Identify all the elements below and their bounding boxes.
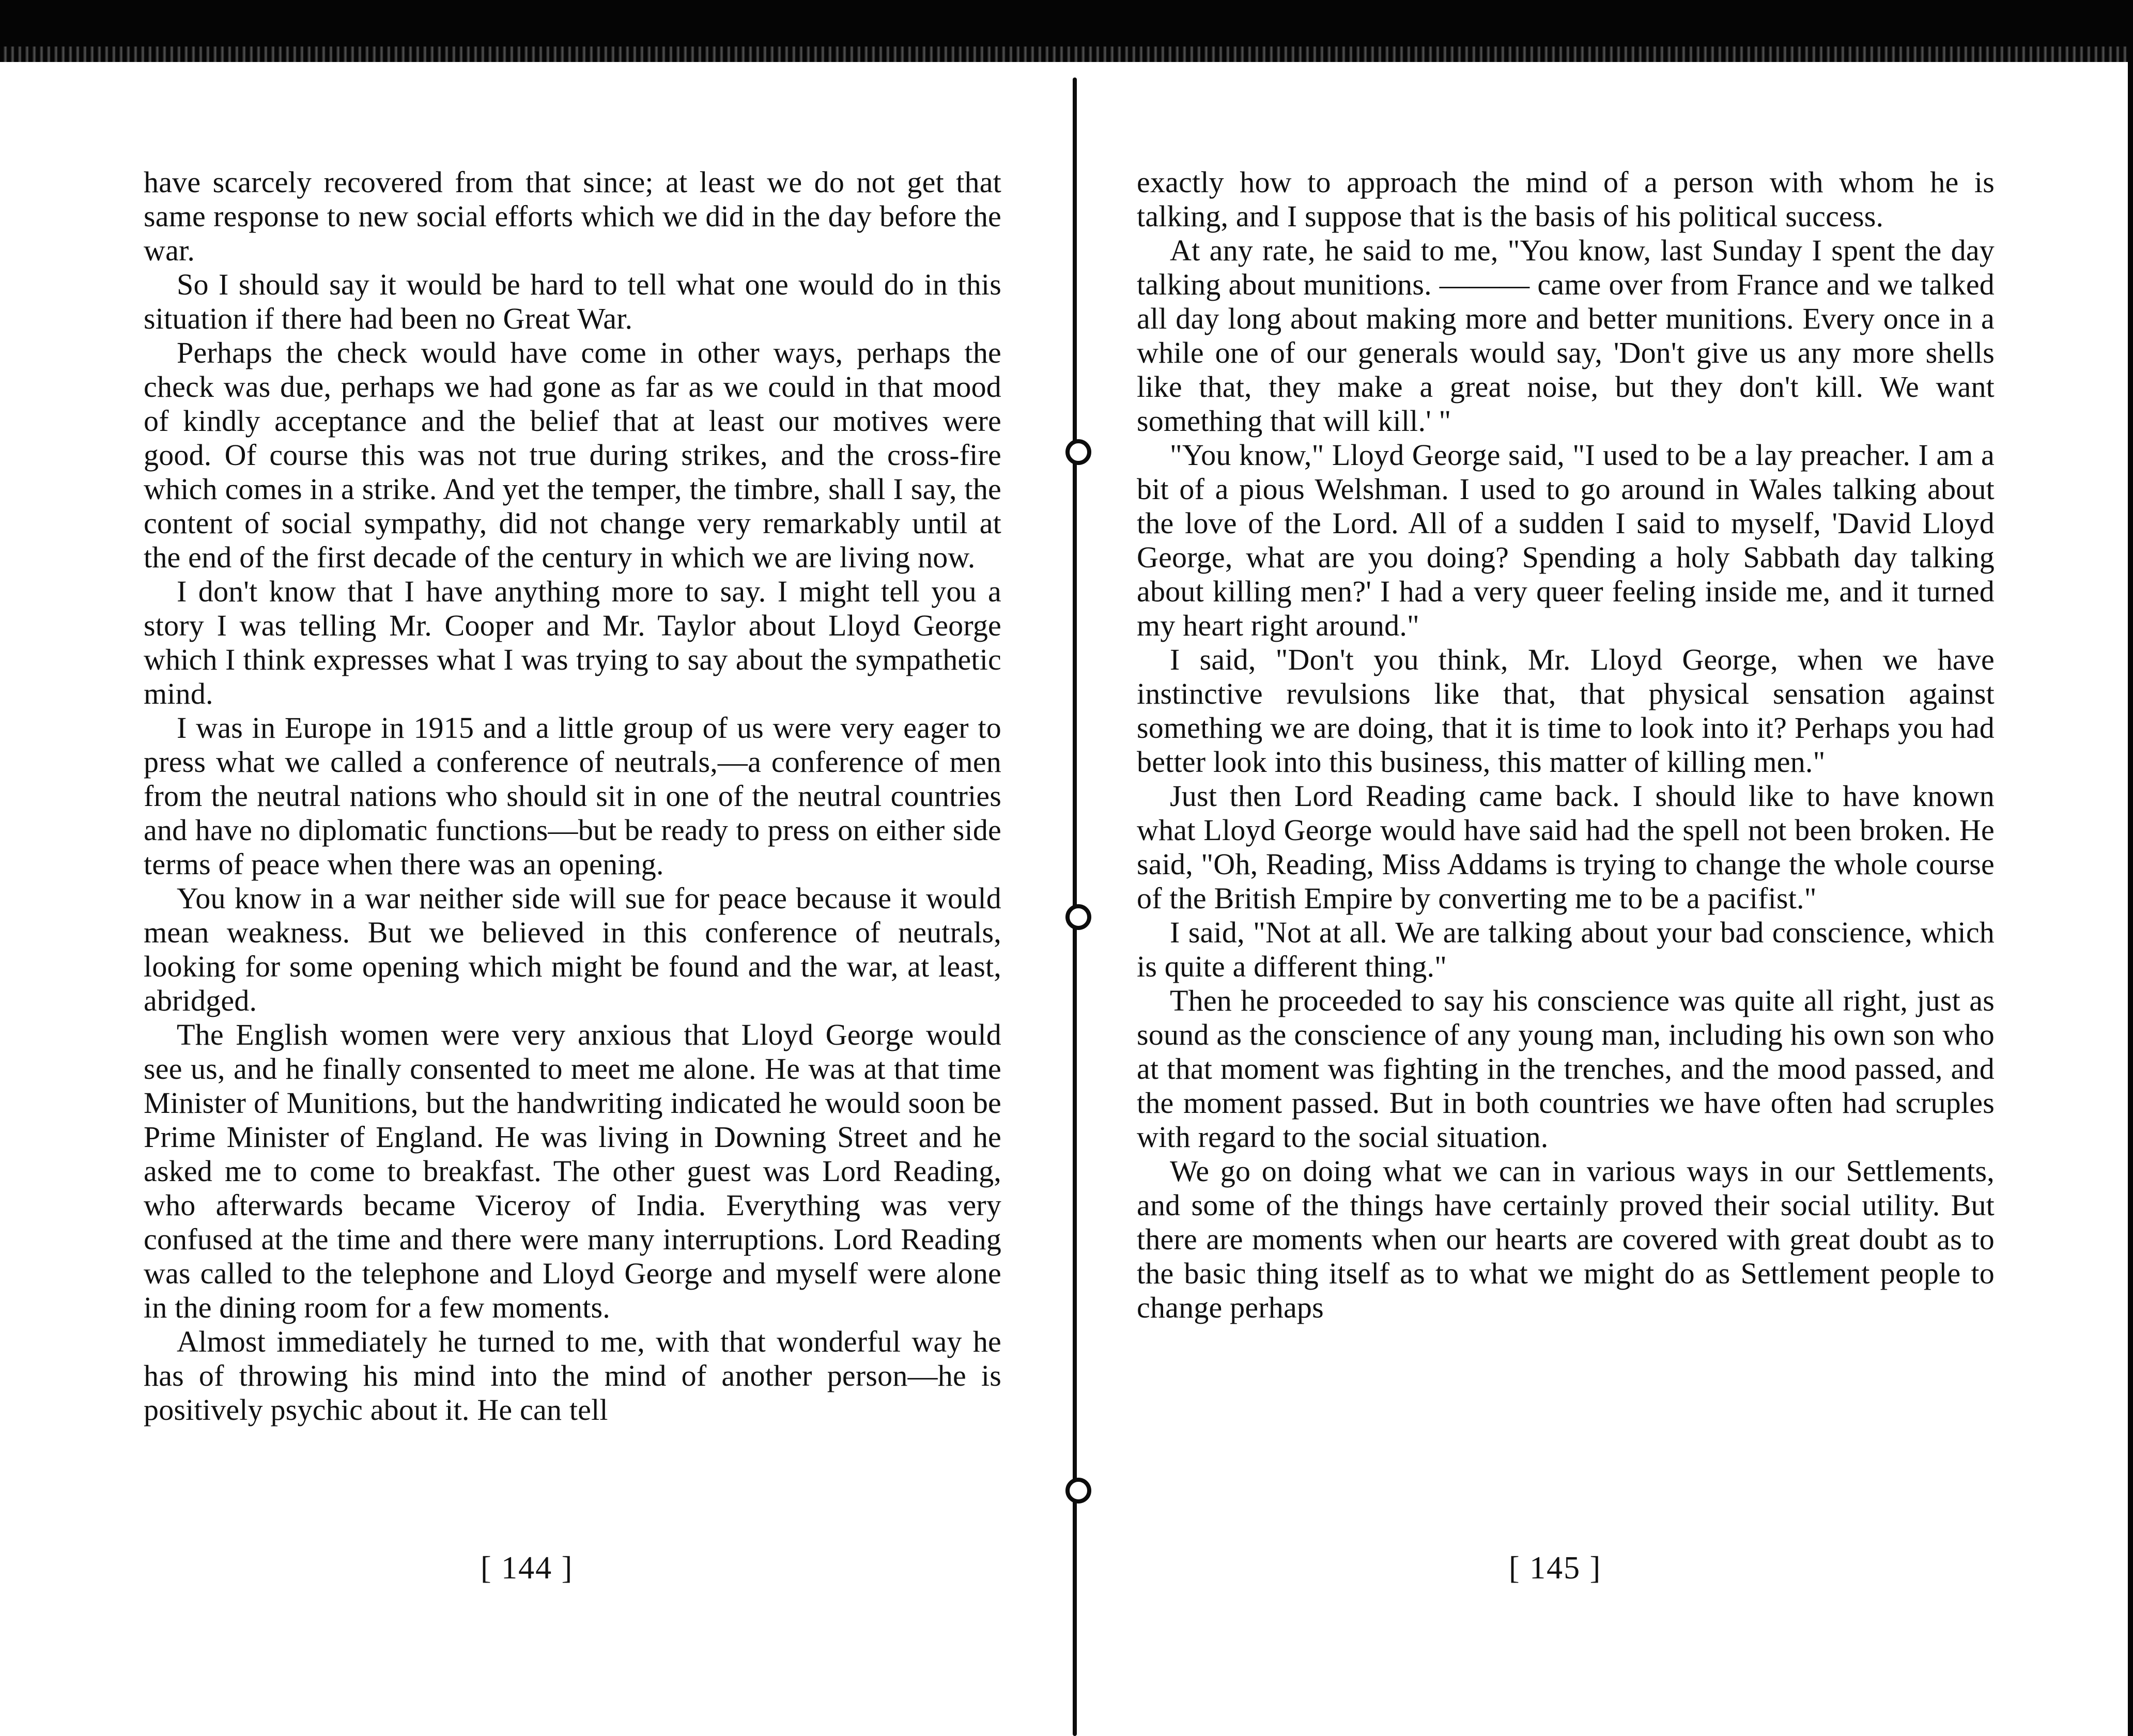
scan-border-top — [0, 0, 2133, 62]
right-paragraph-8: We go on doing what we can in various ways in our Settlements, and some of the things have certainly proved their social utility. But there are moments when our hearts are covered with great doubt as to the basic thing itself as to what we might do as Settlement people to change perhaps — [1137, 1154, 1995, 1324]
right-paragraph-2: At any rate, he said to me, "You know, last Sunday I spent the day talking about munitions. ——— came over from France and we talked all day long about making more and better munitions. Every once in a while one of our generals would say, 'Don't give us any more shells like that, they make a great noise, but they don't kill. We want something that will kill.' " — [1137, 234, 1995, 438]
right-paragraph-4: I said, "Don't you think, Mr. Lloyd George, when we have instinctive revulsions like that, that physical sensation against something we are doing, that it is time to look into it? Perhaps you had better look into this business, this matter of killing men." — [1137, 643, 1995, 779]
left-paragraph-3: Perhaps the check would have come in other ways, perhaps the check was due, perhaps we had gone as far as we could in that mood of kindly acceptance and the belief that at least our motives were good. Of course this was not true during strikes, and the cross-fire which comes in a strike. And yet the temper, the timbre, shall I say, the content of social sympathy, did not change very remarkably until at the end of the first decade of the century in which we are living now. — [144, 336, 1001, 574]
binding-stitch-mark — [1065, 1478, 1091, 1504]
left-paragraph-5: I was in Europe in 1915 and a little group of us were very eager to press what we called a conference of neutrals,—a conference of men from the neutral nations who should sit in one of the neutral countries and have no diplomatic functions—but be ready to press on either side terms of peace when there was an opening. — [144, 711, 1001, 881]
left-paragraph-7: The English women were very anxious that Lloyd George would see us, and he finally consented to meet me alone. He was at that time Minister of Munitions, but the handwriting indicated he would soon be Prime Minister of England. He was living in Downing Street and he asked me to come to breakfast. The other guest was Lord Reading, who afterwards became Viceroy of India. Everything was very confused at the time and there were many interruptions. Lord Reading was called to the telephone and Lloyd George and myself were alone in the dining room for a few moments. — [144, 1018, 1001, 1324]
right-paragraph-3: "You know," Lloyd George said, "I used to be a lay preacher. I am a bit of a pious Welshman. I used to go around in Wales talking about the love of the Lord. All of a sudden I said to myself, 'David Lloyd George, what are you doing? Spending a holy Sabbath day talking about killing men?' I had a very queer feeling inside me, and it turned my heart right around." — [1137, 438, 1995, 642]
binding-stitch-mark — [1065, 439, 1091, 465]
left-paragraph-6: You know in a war neither side will sue for peace because it would mean weakness. But we believed in this conference of neutrals, looking for some opening which might be found and the war, at least, abridged. — [144, 881, 1001, 1017]
binding-stitch-mark — [1065, 904, 1091, 930]
left-paragraph-8: Almost immediately he turned to me, with that wonderful way he has of throwing his mind into the mind of another person—he is positively psychic about it. He can tell — [144, 1325, 1001, 1427]
right-page-number: [ 145 ] — [1509, 1551, 1602, 1586]
right-paragraph-5: Just then Lord Reading came back. I should like to have known what Lloyd George would have said had the spell not been broken. He said, "Oh, Reading, Miss Addams is trying to change the whole course of the British Empire by converting me to be a pacifist." — [1137, 779, 1995, 915]
left-page-number: [ 144 ] — [481, 1551, 574, 1586]
right-paragraph-6: I said, "Not at all. We are talking about your bad conscience, which is quite a different thing." — [1137, 916, 1995, 983]
left-page — [144, 165, 1001, 1427]
right-paragraph-7: Then he proceeded to say his conscience was quite all right, just as sound as the conscience of any young man, including his own son who at that moment was fighting in the trenches, and the mood passed, and the moment passed. But in both countries we have often had scruples with regard to the social situation. — [1137, 984, 1995, 1154]
left-paragraph-4: I don't know that I have anything more to say. I might tell you a story I was telling Mr. Cooper and Mr. Taylor about Lloyd George which I think expresses what I was trying to say about the sympathetic mind. — [144, 575, 1001, 710]
scan-border-right — [2128, 0, 2133, 1736]
right-page — [1137, 165, 1995, 1325]
left-paragraph-1: have scarcely recovered from that since; at least we do not get that same response to new social efforts which we did in the day before the war. — [144, 165, 1001, 267]
right-paragraph-1: exactly how to approach the mind of a person with whom he is talking, and I suppose that is the basis of his political success. — [1137, 165, 1995, 233]
left-paragraph-2: So I should say it would be hard to tell what one would do in this situation if there had been no Great War. — [144, 268, 1001, 335]
